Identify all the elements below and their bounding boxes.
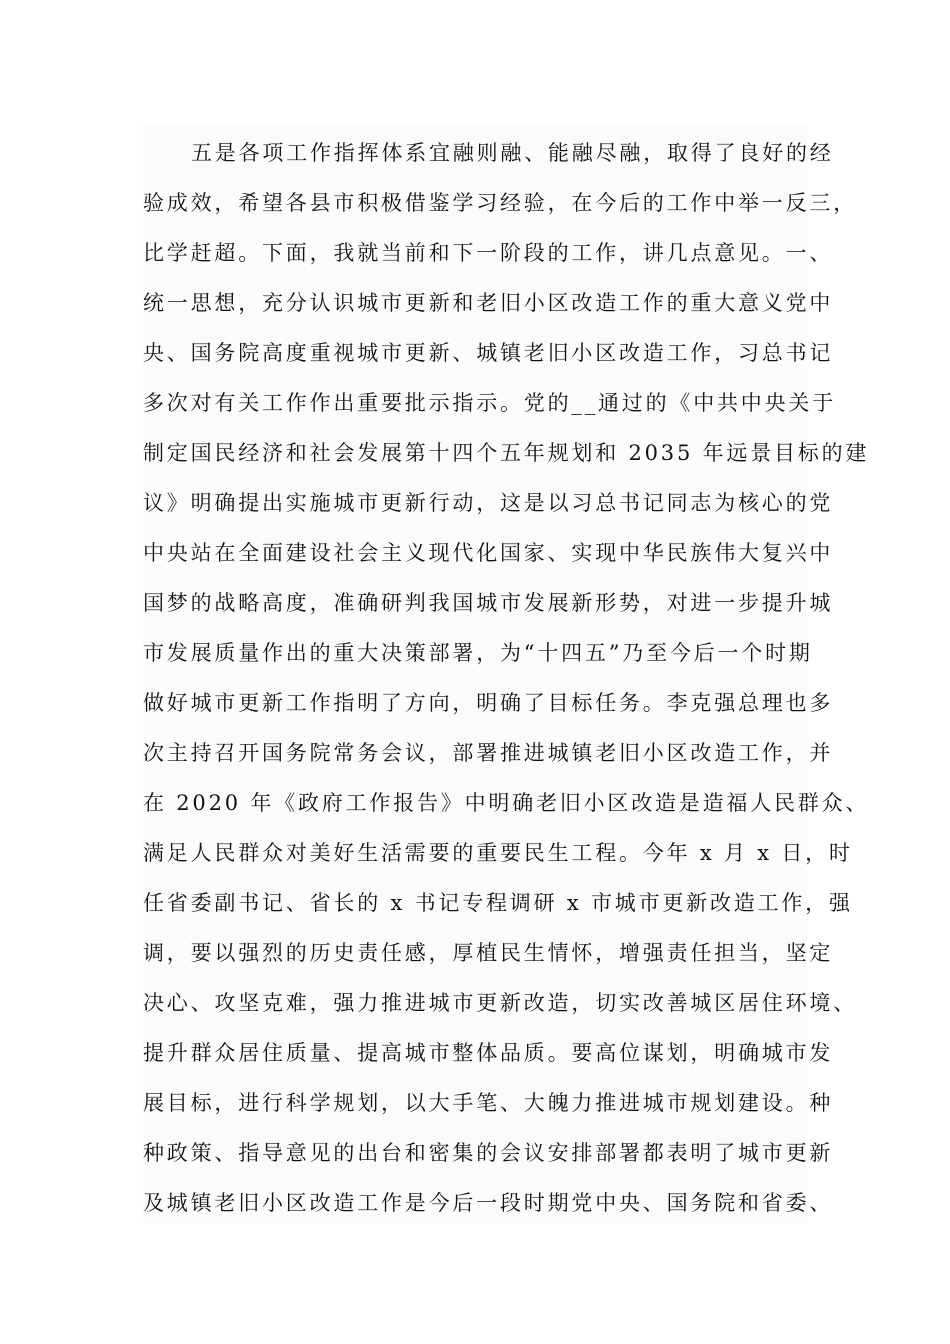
text-line: 中央站在全面建设社会主义现代化国家、实现中华民族伟大复兴中 [143, 541, 834, 565]
text-line: 次主持召开国务院常务会议，部署推进城镇老旧小区改造工作，并 [143, 741, 834, 765]
text-line: 央、国务院高度重视城市更新、城镇老旧小区改造工作，习总书记 [143, 341, 834, 365]
text-line: 调，要以强烈的历史责任感，厚植民生情怀，增强责任担当，坚定 [143, 941, 834, 965]
text-line: 市发展质量作出的重大决策部署，为“十四五”乃至今后一个时期 [143, 641, 813, 665]
text-line: 五是各项工作指挥体系宜融则融、能融尽融，取得了良好的经 [191, 141, 834, 165]
text-line: 满足人民群众对美好生活需要的重要民生工程。今年 x 月 x 日，时 [143, 841, 853, 865]
text-line: 制定国民经济和社会发展第十四个五年规划和 2035 年远景目标的建 [143, 441, 870, 465]
text-line: 国梦的战略高度，准确研判我国城市发展新形势，对进一步提升城 [143, 591, 834, 615]
text-line: 及城镇老旧小区改造工作是今后一段时期党中央、国务院和省委、 [143, 1191, 834, 1215]
text-line: 多次对有关工作作出重要批示指示。党的__通过的《中共中央关于 [143, 391, 836, 415]
text-line: 做好城市更新工作指明了方向，明确了目标任务。李克强总理也多 [143, 691, 834, 715]
text-line: 展目标，进行科学规划，以大手笔、大魄力推进城市规划建设。种 [143, 1091, 834, 1115]
text-line: 统一思想，充分认识城市更新和老旧小区改造工作的重大意义党中 [143, 291, 834, 315]
text-line: 任省委副书记、省长的 x 书记专程调研 x 市城市更新改造工作，强 [143, 891, 853, 915]
text-line: 在 2020 年《政府工作报告》中明确老旧小区改造是造福人民群众、 [143, 791, 870, 815]
text-line: 议》明确提出实施城市更新行动，这是以习总书记同志为核心的党 [143, 491, 834, 515]
text-line: 比学赶超。下面，我就当前和下一阶段的工作，讲几点意见。一、 [143, 241, 834, 265]
text-line: 决心、攻坚克难，强力推进城市更新改造，切实改善城区居住环境、 [143, 991, 857, 1015]
text-line: 验成效，希望各县市积极借鉴学习经验，在今后的工作中举一反三， [143, 191, 857, 215]
document-text-block [143, 124, 870, 1224]
text-line: 种政策、指导意见的出台和密集的会议安排部署都表明了城市更新 [143, 1141, 834, 1165]
text-line: 提升群众居住质量、提高城市整体品质。要高位谋划，明确城市发 [143, 1041, 834, 1065]
